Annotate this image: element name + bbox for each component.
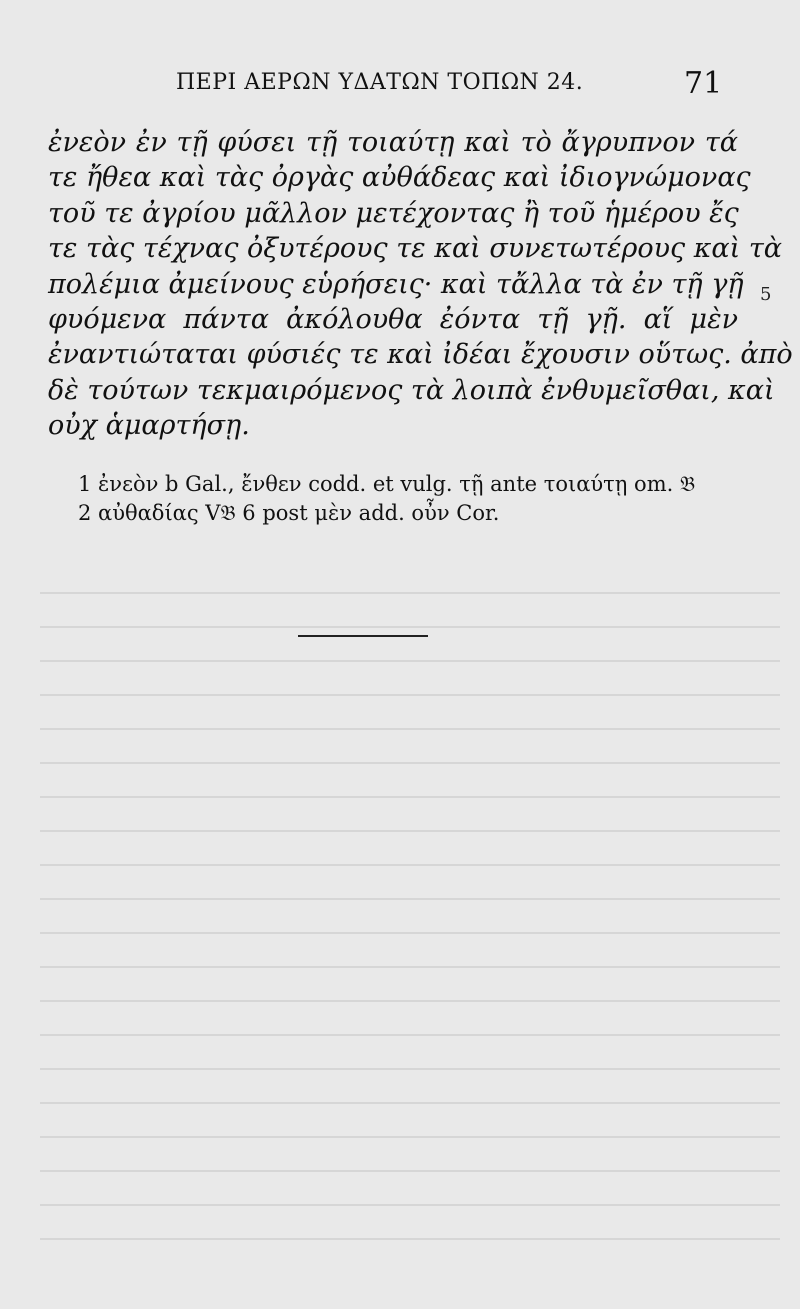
critical-apparatus bbox=[78, 470, 738, 528]
page-number: 71 bbox=[684, 66, 723, 101]
text-line: τοῦ τε ἀγρίου μᾶλλον μετέχοντας ἢ τοῦ ἡμέρου ἔς bbox=[48, 197, 739, 229]
margin-line-number: 5 bbox=[760, 284, 772, 305]
text-line: τε τὰς τέχνας ὀξυτέρους τε καὶ συνετωτέρους καὶ τὰ bbox=[48, 233, 782, 265]
end-rule bbox=[298, 635, 428, 637]
bleed-through-texture bbox=[40, 560, 780, 1260]
running-head-title: ΠΕΡΙ ΑΕΡΩΝ ΥΔΑΤΩΝ ΤΟΠΩΝ 24. bbox=[176, 70, 584, 95]
text-line: δὲ τούτων τεκμαιρόμενος τὰ λοιπὰ ἐνθυμεῖσθαι, καὶ bbox=[48, 374, 775, 406]
text-line: τε ἤθεα καὶ τὰς ὀργὰς αὐθάδεας καὶ ἰδιογνώμονας bbox=[48, 162, 751, 194]
main-text bbox=[48, 125, 793, 444]
apparatus-line: 2 αὐθαδίας V𝔅 6 post μὲν add. οὖν Cor. bbox=[78, 501, 500, 525]
apparatus-line: 1 ἐνεὸν b Gal., ἔνθεν codd. et vulg. τῇ ante τοιαύτῃ om. 𝔅 bbox=[78, 472, 696, 496]
text-line: ἐνεὸν ἐν τῇ φύσει τῇ τοιαύτῃ καὶ τὸ ἄγρυπνον τά bbox=[48, 127, 738, 158]
text-line: φυόμενα πάντα ἀκόλουθα ἐόντα τῇ γῇ. αἵ μὲν bbox=[48, 303, 738, 335]
text-line: οὐχ ἁμαρτήσῃ. bbox=[48, 410, 250, 442]
text-line: ἐναντιώταται φύσιές τε καὶ ἰδέαι ἔχουσιν οὕτως. ἀπὸ bbox=[48, 339, 793, 371]
text-line: πολέμια ἀμείνους εὑρήσεις· καὶ τἄλλα τὰ ἐν τῇ γῇ bbox=[48, 268, 744, 300]
running-head bbox=[176, 60, 723, 101]
